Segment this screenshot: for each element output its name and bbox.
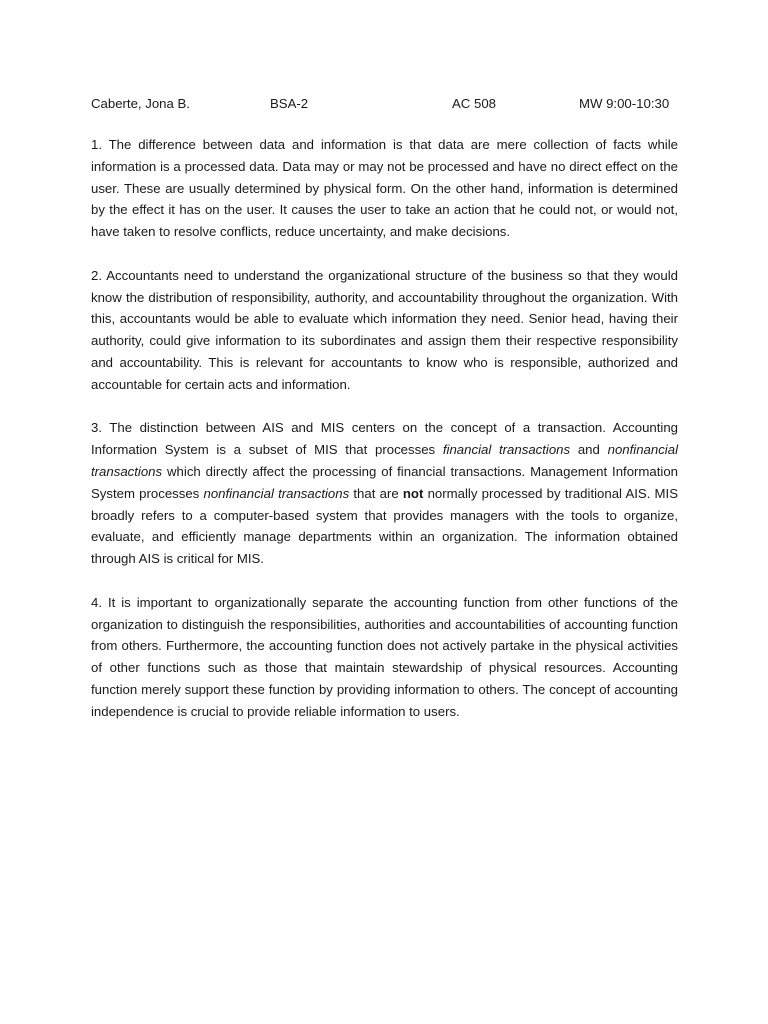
answer-paragraph-4: 4. It is important to organizationally separate the accounting function from other functions of the organization to distinguish the responsibilities, authorities and accountabilities of accounting function from others. Furthermore, the accounting function does not actively partake in the physical activities of other functions such as those that maintain stewardship of physical resources. Accounting function merely support these function by providing information to others. The concept of accounting independence is crucial to provide reliable information to users. [91, 594, 678, 719]
paragraph-text: which directly affect the processing of financial transactions. Management Information System processes [91, 463, 678, 501]
course-section: BSA-2 [270, 96, 309, 111]
subject-code: AC 508 [452, 96, 496, 111]
answer-paragraph-1: 1. The difference between data and information is that data are mere collection of facts while information is a processed data. Data may or may not be processed and have no direct effect on the user. These are usually determined by physical form. On the other hand, information is determined by the effect it has on the user. It causes the user to take an action that he could not, or would not, have taken to resolve conflicts, reduce uncertainty, and make decisions. [91, 137, 678, 240]
paragraph-text: 3. The distinction between AIS and MIS centers on the concept of a transaction. Accounting Information System is a subset of MIS that processes [91, 420, 678, 458]
class-schedule: MW 9:00-10:30 [579, 96, 670, 111]
bold-text: not [402, 485, 424, 501]
paragraph-text: normally processed by traditional AIS. MIS broadly refers to a computer-based system that provides managers with the tools to organize, evaluate, and efficiently manage departments within an organization. The information obtained through AIS is critical for MIS. [91, 485, 679, 567]
document-body [91, 134, 678, 744]
answer-paragraph-2: 2. Accountants need to understand the organizational structure of the business so that they would know the distribution of responsibility, authority, and accountability throughout the organization. With this, accountants would be able to evaluate which information they need. Senior head, having their authority, could give information to its subordinates and assign them their respective responsibility and accountability. This is relevant for accountants to know who is responsible, authorized and accountable for certain acts and information. [91, 267, 678, 392]
student-name: Caberte, Jona B. [91, 96, 190, 111]
emphasis-text: financial transactions [442, 442, 571, 458]
document-header [91, 94, 691, 114]
paragraph-text: and [570, 442, 608, 458]
emphasis-text: nonfinancial transactions [203, 485, 350, 501]
paragraph-text: that are [349, 485, 403, 501]
answer-paragraph-3 [91, 417, 678, 570]
emphasis-text: nonfinancial transactions [91, 442, 678, 479]
